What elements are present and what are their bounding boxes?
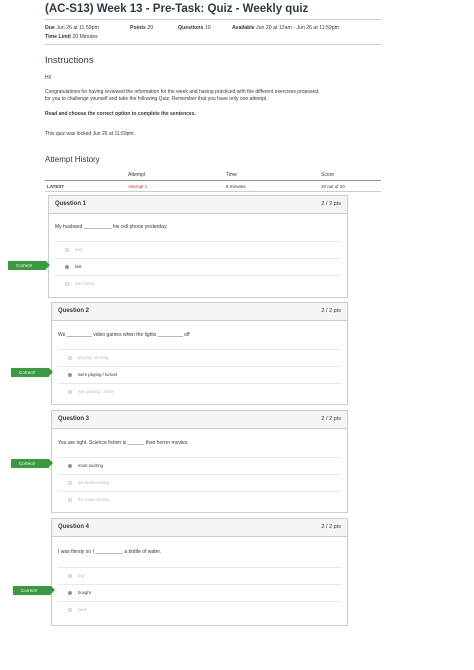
col-attempt-header: Attempt (128, 172, 146, 178)
question-text: You are right. Science fiction is ______ than horror movies. (58, 440, 189, 446)
radio-button (65, 282, 69, 286)
radio-button-selected (68, 373, 72, 377)
correct-badge: Correct! (8, 261, 46, 270)
answer-label: playing / arriving (78, 355, 109, 360)
question-header (52, 411, 347, 429)
question-title: Question 4 (58, 524, 90, 530)
question-text: I was thirsty so I __________ a bottle of water. (58, 549, 162, 555)
question-title: Question 2 (58, 308, 90, 314)
correct-badge: Correct! (11, 459, 49, 468)
instructions-heading: Instructions (45, 55, 94, 66)
answer-option (58, 567, 341, 584)
locked-notice: This quiz was locked Jun 26 at 11:59pm. (45, 131, 135, 137)
radio-button (65, 248, 69, 252)
due-value: Jun 26 at 11:59pm (56, 25, 99, 31)
question-text: We _________ video games when the lights _________ off (58, 332, 190, 338)
time-limit-label: Time Limit (45, 34, 71, 40)
answer-label: lose (75, 247, 83, 252)
attempt-time: 9 minutes (226, 184, 246, 189)
answer-label: was playing / arrive (78, 389, 114, 394)
questions-label: Questions (178, 25, 204, 31)
answer-label: lost (75, 264, 82, 269)
available-meta (232, 25, 339, 31)
question-card (48, 195, 348, 298)
page-title: (AC-S13) Week 13 - Pre-Task: Quiz - Weekly quiz (45, 3, 309, 15)
divider (45, 19, 381, 20)
points-label: Points (130, 25, 146, 31)
time-limit-value: 20 Minutes (72, 34, 98, 40)
question-card (51, 518, 348, 626)
question-text: My husband __________ his cell phone yesterday. (55, 224, 168, 230)
answer-option (58, 601, 341, 618)
available-value: Jun 20 at 12am - Jun 26 at 11:59pm (256, 25, 340, 31)
answer-label: bought (78, 590, 91, 595)
answer-option (55, 275, 341, 292)
question-title: Question 3 (58, 416, 90, 422)
question-header (52, 303, 347, 321)
instructions-line-2: for you to challenge yourself and take the following Quiz. Remember that you have only one attempt. (45, 96, 268, 102)
answer-label: buy (78, 573, 85, 578)
points-value: 20 (147, 25, 154, 31)
radio-button (68, 390, 72, 394)
radio-button-selected (65, 265, 69, 269)
instructions-bold-line: Read and choose the correct option to complete the sentences. (45, 111, 196, 117)
table-row-rule (45, 191, 381, 192)
questions-meta (178, 25, 211, 31)
attempt-history-heading: Attempt History (45, 155, 100, 164)
answer-label: were (78, 607, 88, 612)
radio-button (68, 574, 72, 578)
time-limit-meta (45, 34, 98, 40)
radio-button (68, 481, 72, 485)
question-points: 2 / 2 pts (321, 201, 341, 207)
attempt-link[interactable]: Attempt 1 (128, 184, 148, 189)
answer-option (58, 349, 341, 366)
question-card (51, 302, 348, 405)
col-time-header: Time (226, 172, 237, 178)
greeting-text: Hi! (45, 75, 52, 81)
divider (45, 44, 381, 45)
radio-button (68, 356, 72, 360)
due-meta (45, 25, 99, 31)
radio-button (68, 608, 72, 612)
answer-option (58, 491, 341, 508)
question-card (51, 410, 348, 513)
answer-option (58, 474, 341, 491)
due-label: Due (45, 25, 55, 31)
instructions-line-1: Congratulations for having reviewed the information for the week and having practiced with the different exercises proposed, (45, 89, 320, 95)
question-points: 2 / 2 pts (321, 524, 341, 530)
question-header (52, 519, 347, 537)
answer-option-selected (58, 584, 341, 601)
correct-badge: Correct! (11, 368, 49, 377)
question-points: 2 / 2 pts (321, 416, 341, 422)
available-label: Available (232, 25, 255, 31)
answer-option-selected (55, 258, 341, 275)
answer-label: were playing / turned (78, 372, 117, 377)
table-header-rule (45, 180, 381, 181)
answer-label: the most exciting (78, 497, 110, 502)
question-title: Question 1 (55, 201, 87, 207)
radio-button-selected (68, 591, 72, 595)
correct-badge: Correct! (13, 586, 51, 595)
answer-option (58, 383, 341, 400)
attempt-score: 20 out of 20 (321, 184, 345, 189)
questions-value: 10 (204, 25, 211, 31)
answer-label: the least exciting (78, 480, 110, 485)
latest-label: LATEST (47, 184, 65, 189)
answer-option-selected (58, 366, 341, 383)
answer-label: was losing (75, 281, 95, 286)
radio-button (68, 498, 72, 502)
question-points: 2 / 2 pts (321, 308, 341, 314)
answer-option (55, 241, 341, 258)
answer-label: more exciting (78, 463, 103, 468)
col-score-header: Score (321, 172, 335, 178)
answer-option-selected (58, 457, 341, 474)
radio-button-selected (68, 464, 72, 468)
question-header (49, 196, 347, 214)
points-meta (130, 25, 153, 31)
